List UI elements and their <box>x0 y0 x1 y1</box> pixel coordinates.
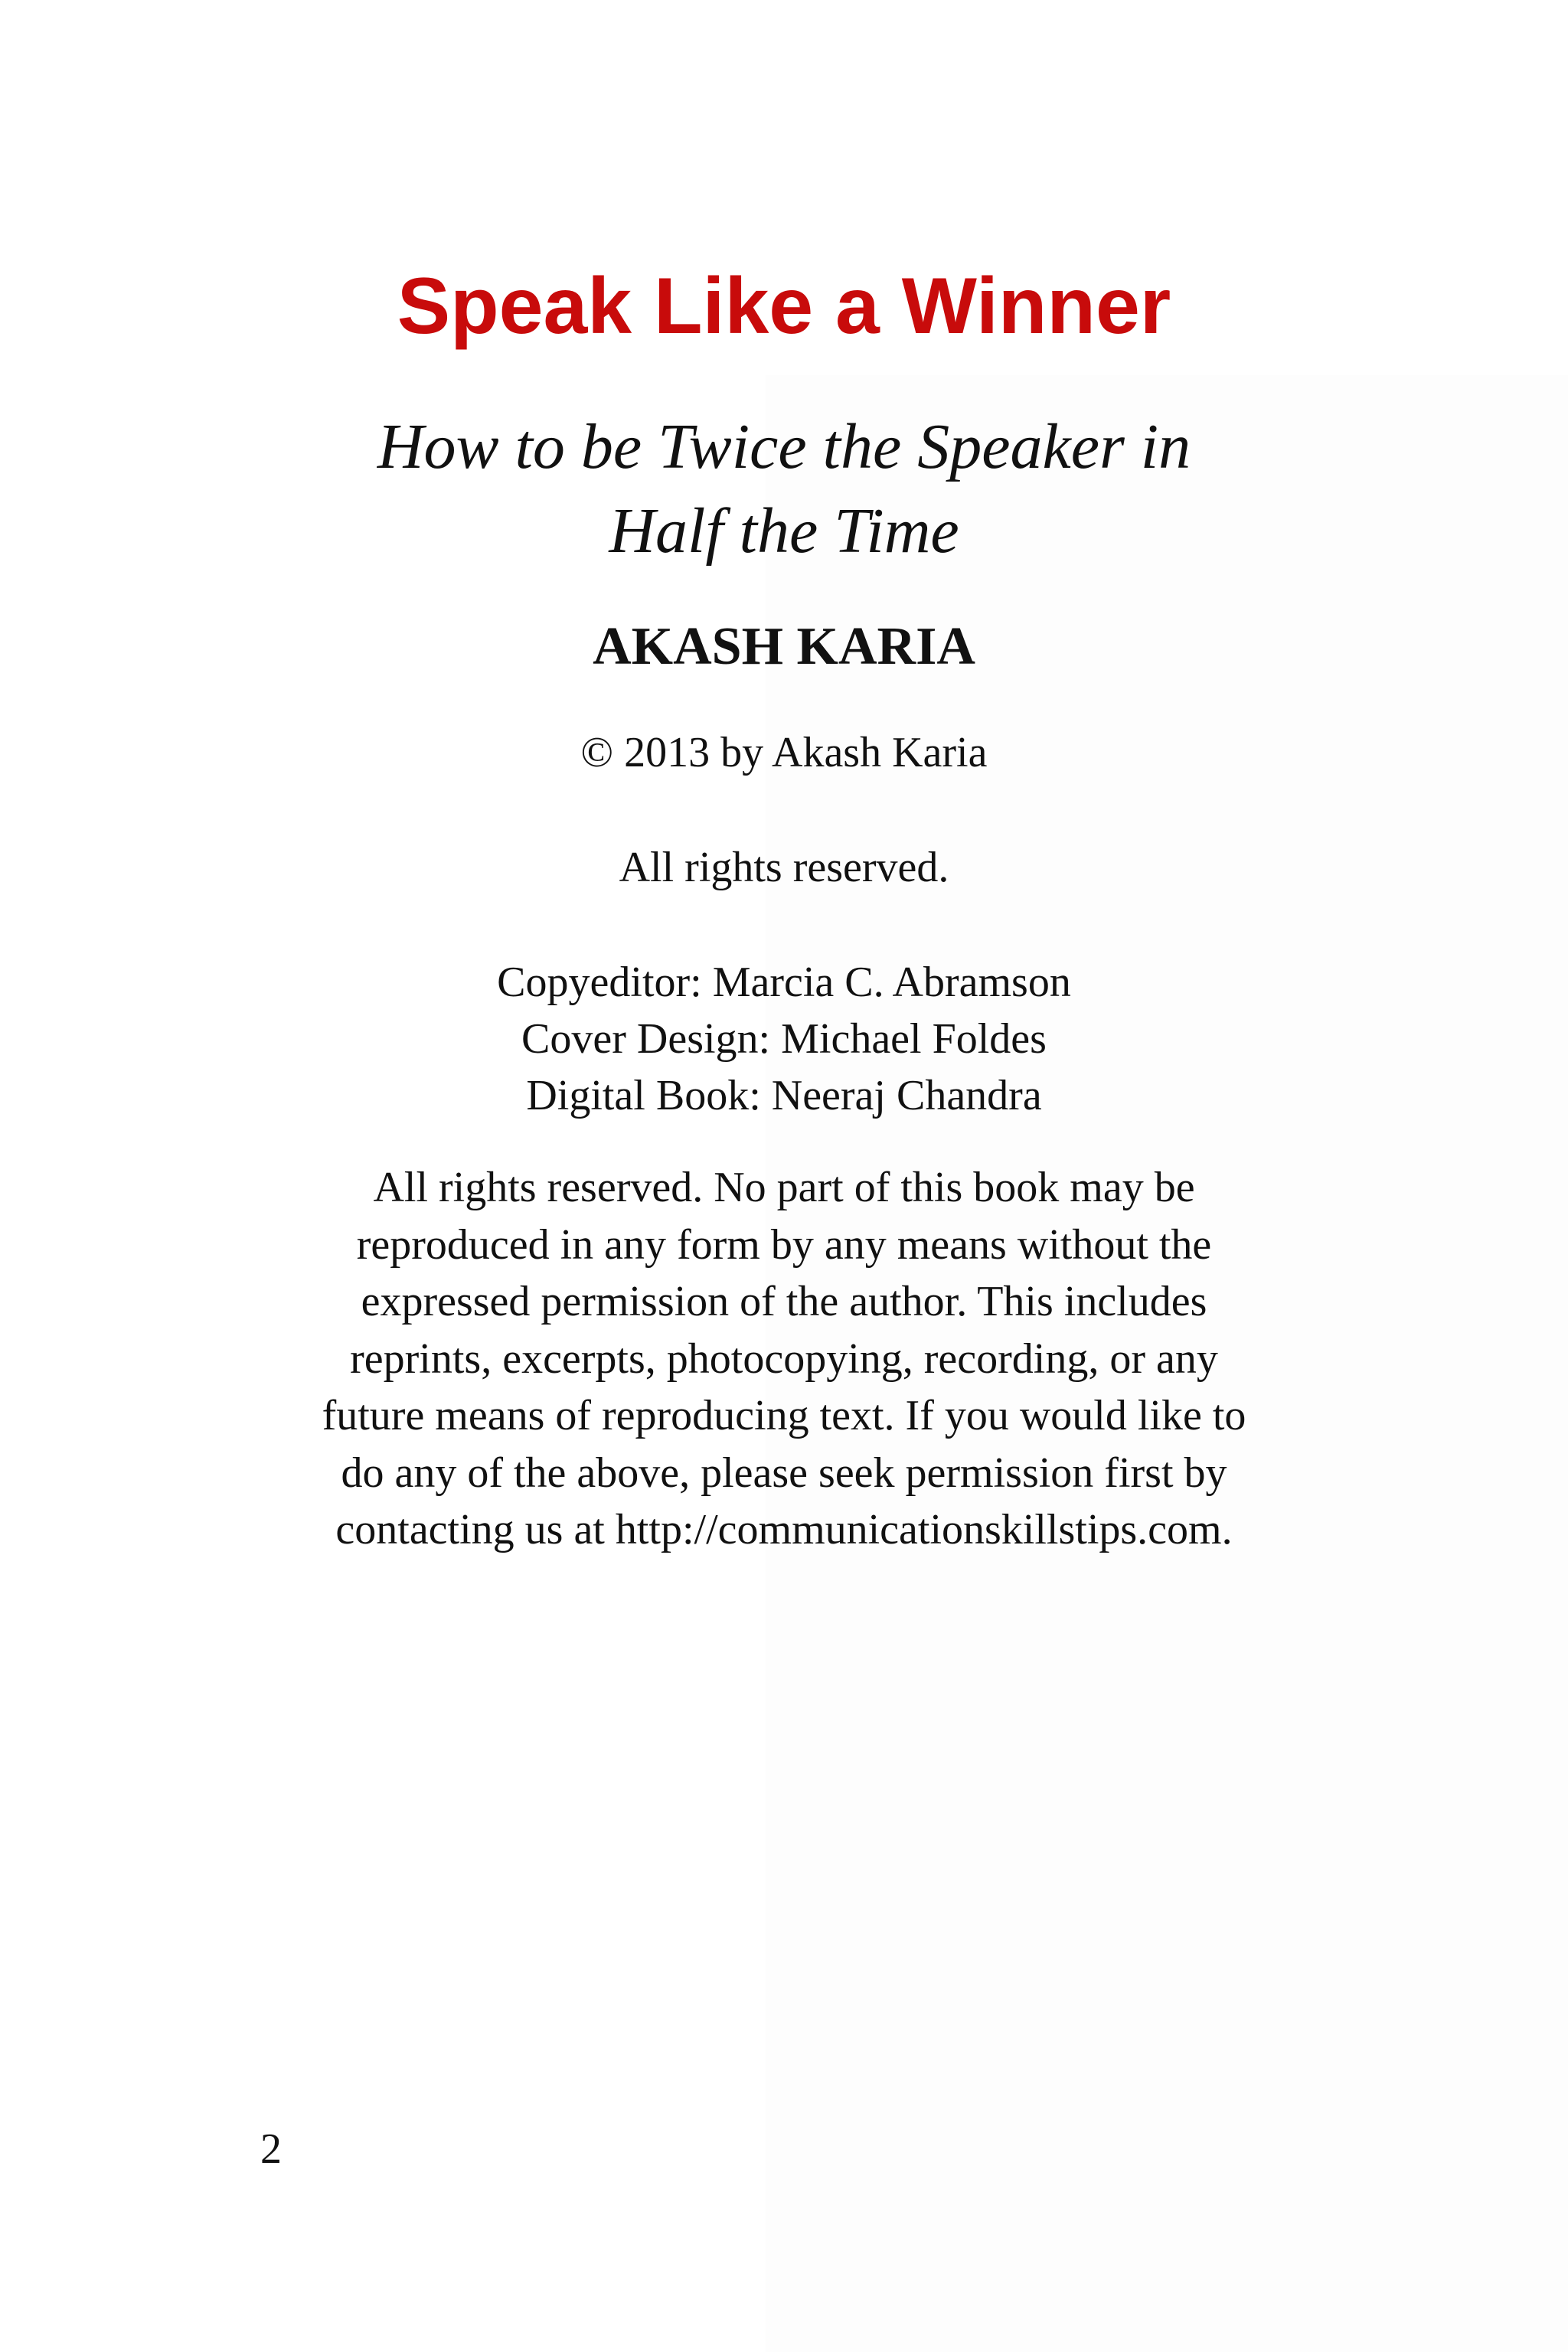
credit-digital-book: Digital Book: Neeraj Chandra <box>526 1072 1042 1119</box>
notice-line: contacting us at http://communicationskillstips.com. <box>335 1506 1233 1553</box>
book-subtitle-line-2: Half the Time <box>609 495 959 567</box>
page-number: 2 <box>260 2125 282 2173</box>
credit-cover-design: Cover Design: Michael Foldes <box>521 1015 1047 1063</box>
copyright-line: © 2013 by Akash Karia <box>580 729 988 776</box>
notice-line: future means of reproducing text. If you would like to <box>322 1392 1246 1439</box>
book-subtitle-line-1: How to be Twice the Speaker in <box>377 411 1191 482</box>
notice-line: expressed permission of the author. This includes <box>361 1278 1207 1325</box>
notice-line: All rights reserved. No part of this book may be <box>373 1164 1195 1211</box>
rights-reserved: All rights reserved. <box>619 844 949 891</box>
rights-notice <box>210 1159 1358 1559</box>
author-name: AKASH KARIA <box>593 617 975 676</box>
notice-line: do any of the above, please seek permission first by <box>341 1449 1227 1497</box>
notice-line: reprints, excerpts, photocopying, recording, or any <box>350 1334 1218 1383</box>
notice-line: reproduced in any form by any means without the <box>356 1220 1212 1269</box>
credit-copyeditor: Copyeditor: Marcia C. Abramson <box>497 959 1071 1006</box>
book-title: Speak Like a Winner <box>397 262 1171 351</box>
